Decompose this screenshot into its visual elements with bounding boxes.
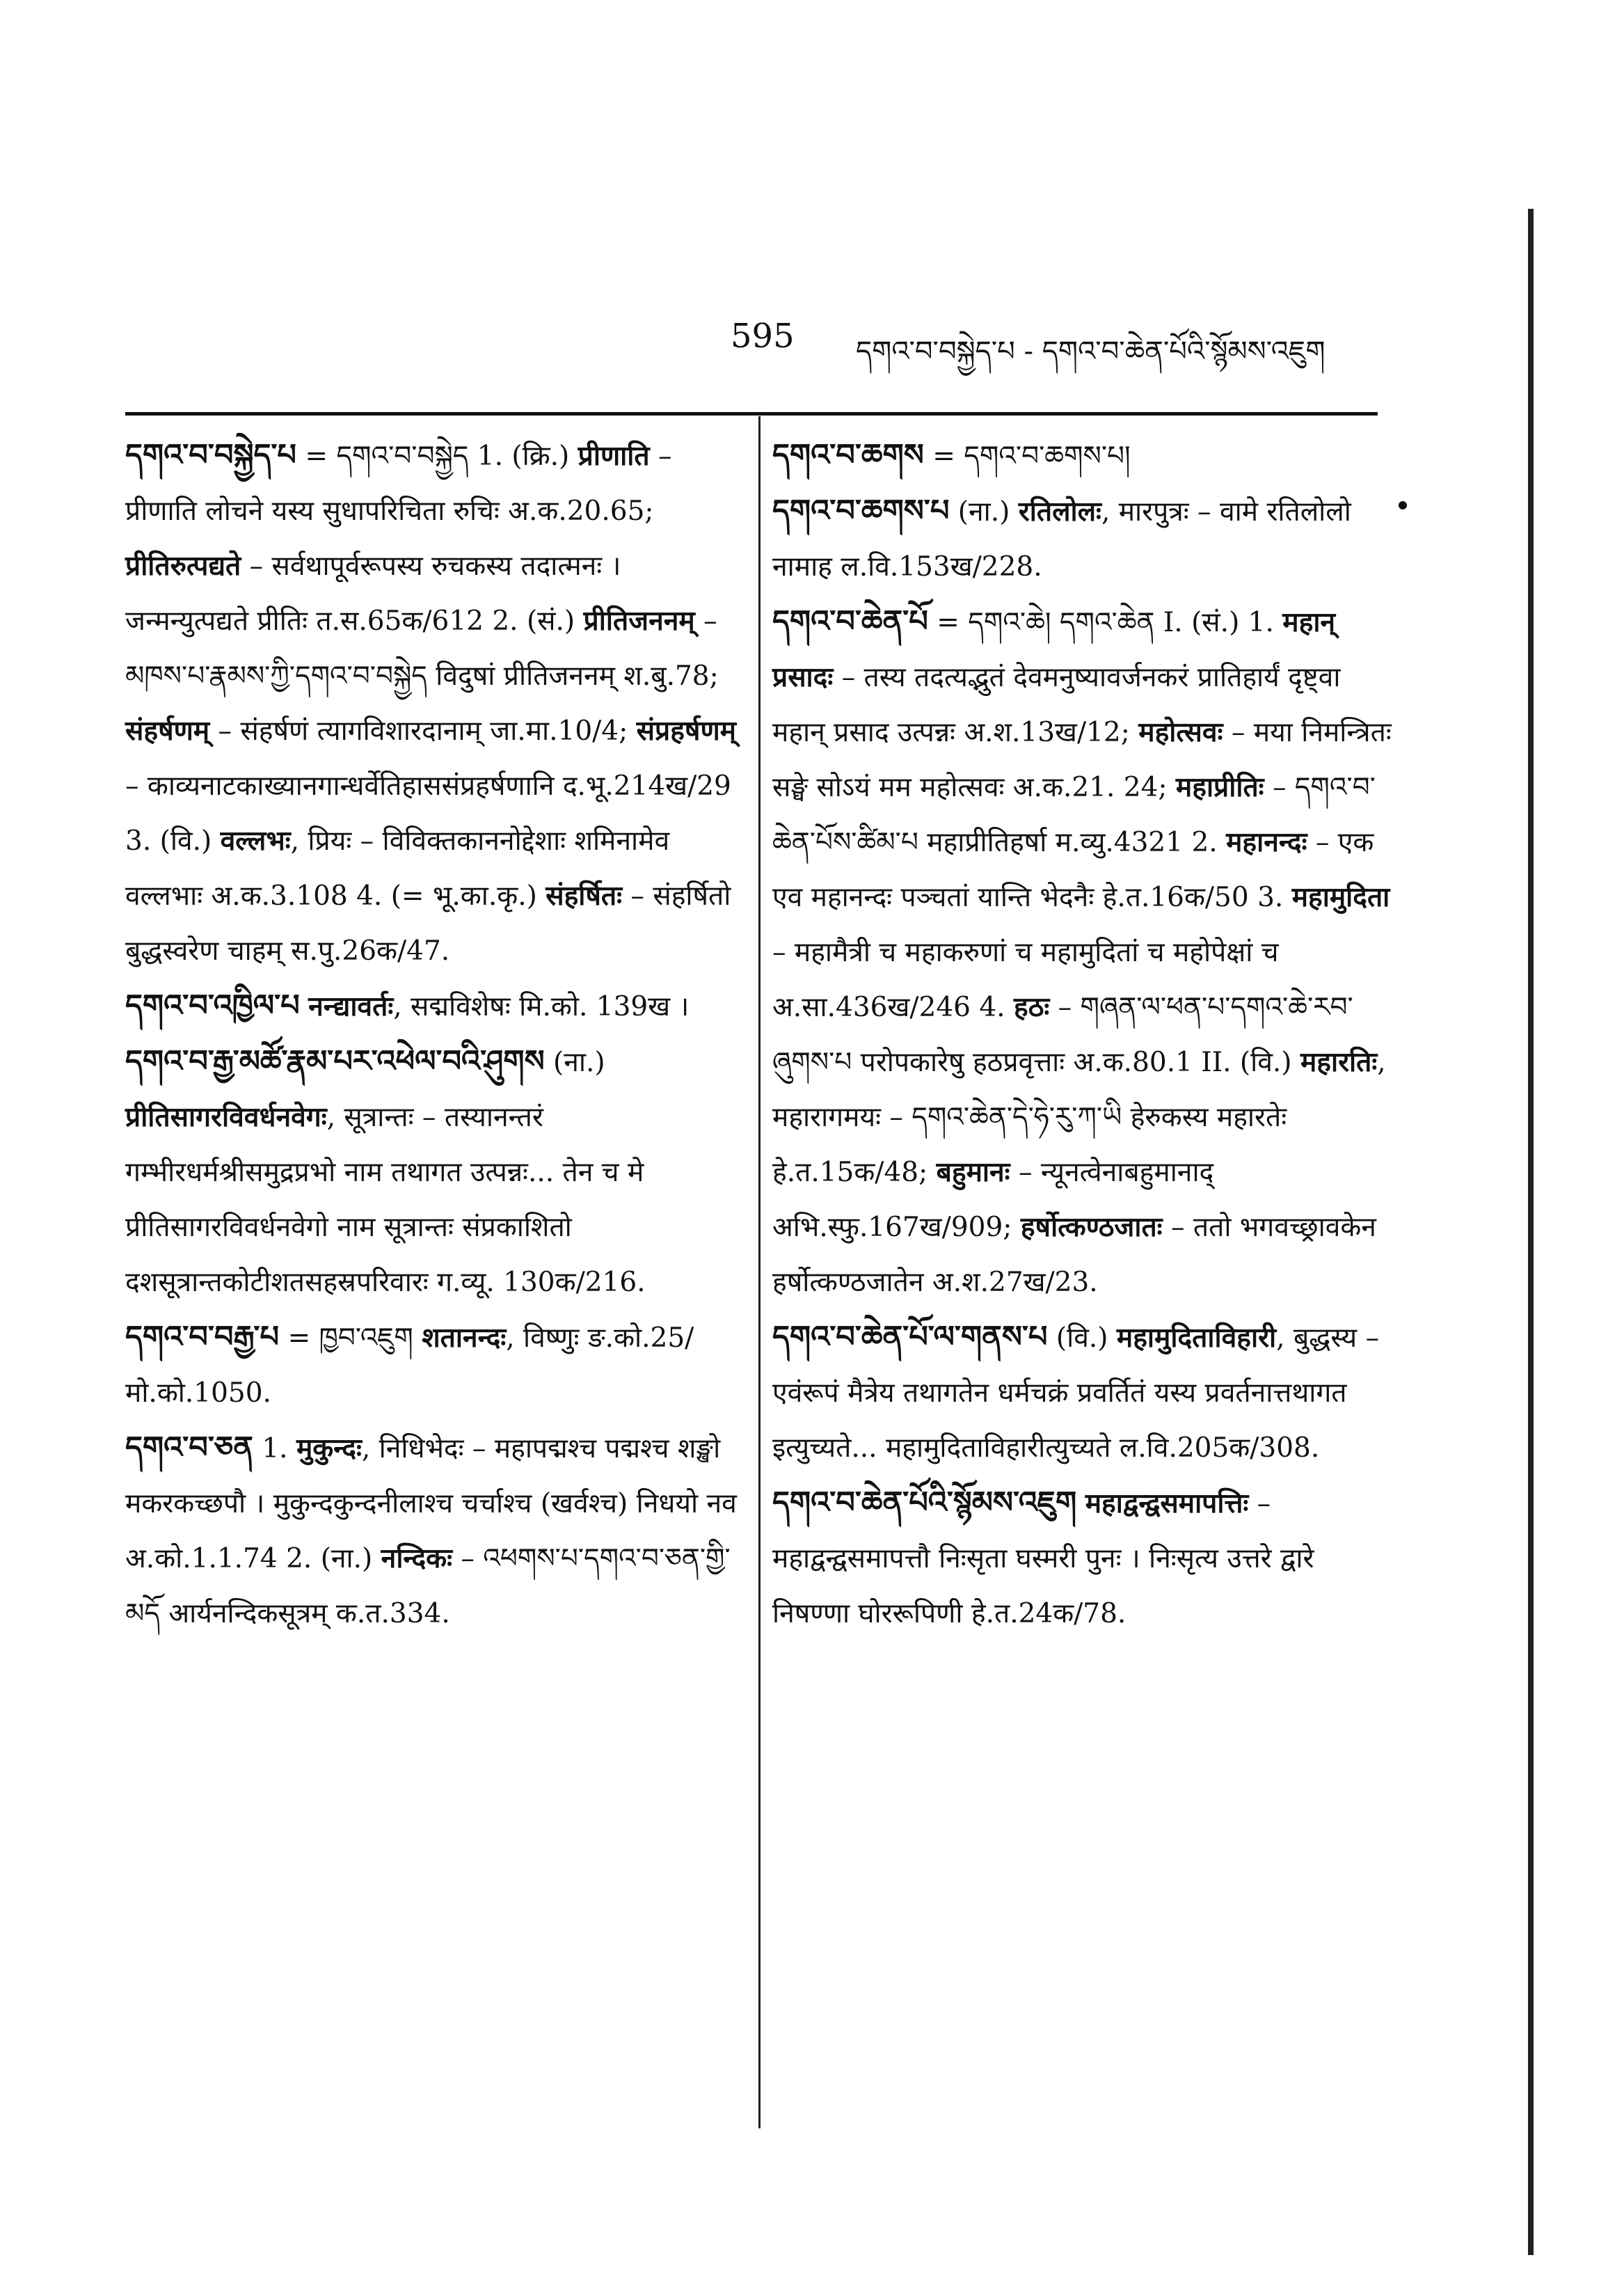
sanskrit-gloss: हर्षोत्कण्ठजातः bbox=[1020, 1211, 1163, 1243]
entry-text: , मारपुत्रः – वामे रतिलोलो नामाह ल.वि.153ख/228. bbox=[772, 496, 1351, 583]
page-number: 595 bbox=[731, 317, 795, 356]
entry-text: – सर्वथापूर्वरूपस्य रुचकस्य तदात्मनः । जन्मन्युत्पद्यते प्रीतिः त.स.65क/612 2. (सं.) bbox=[125, 551, 621, 637]
header-rule bbox=[125, 412, 1378, 416]
sanskrit-gloss: हठः bbox=[1013, 991, 1050, 1023]
sanskrit-gloss: शतानन्दः bbox=[422, 1322, 507, 1354]
sanskrit-gloss: प्रीतिसागरविवर्धनवेगः bbox=[125, 1101, 327, 1133]
entry-text: – महाद्वन्द्वसमापत्तौ निःसृता घस्मरी पुनः । निःसृत्य उत्तरे द्वारे निषण्णा घोररूपिणी हे.त.24क/78. bbox=[772, 1488, 1314, 1629]
entry-text: , विष्णुः ङ.को.25/मो.को.1050. bbox=[125, 1322, 694, 1409]
equals-sign: = bbox=[937, 607, 960, 638]
headword: དགའ་བ་ཆགས་པ bbox=[772, 493, 950, 528]
left-column bbox=[125, 428, 738, 1641]
column-divider bbox=[758, 416, 761, 2128]
sanskrit-gloss: बहुमानः bbox=[936, 1156, 1010, 1188]
dictionary-entry bbox=[772, 1310, 1392, 1476]
entry-text: , बुद्धस्य – एवंरूपं मैत्रेय तथागतेन धर्मचक्रं प्रवर्तितं यस्य प्रवर्तनात्तथागत इत्युच्यते... महामुदिताविहारीत्युच्यते ल.वि.205क/308. bbox=[772, 1322, 1380, 1464]
dictionary-entry bbox=[772, 428, 1392, 484]
entry-text: – महामैत्री च महाकरुणां च महामुदितां च महोपेक्षां च अ.सा.436ख/246 4. bbox=[772, 937, 1279, 1023]
cross-reference: ཁྱབ་འཇུག bbox=[319, 1322, 413, 1354]
entry-text: 1. (क्रि.) bbox=[477, 441, 578, 472]
dictionary-entry bbox=[125, 428, 738, 979]
headword: དགའ་བ་འཁྱིལ་པ bbox=[125, 988, 300, 1023]
entry-text: , सूत्रान्तः – तस्यानन्तरं गम्भीरधर्मश्रीसमुद्रप्रभो नाम तथागत उत्पन्नः... तेन च मे प्रीतिसागरविवर्धनवेगो नाम सूत्रान्तः संप्रकाशितो दशसूत्रान्तकोटीशतसहस्रपरिवारः ग.व्यू. 130क/216. bbox=[125, 1102, 646, 1298]
entry-text: (वि.) bbox=[1056, 1322, 1117, 1354]
headword: དགའ་བ་ཆེན་པོའི་སྙོམས་འཇུག bbox=[772, 1485, 1077, 1520]
sanskrit-gloss: प्रीणाति bbox=[578, 440, 650, 472]
sanskrit-gloss: महान् प्रसादः bbox=[772, 606, 1336, 693]
dictionary-entry bbox=[772, 484, 1392, 594]
headword: དགའ་བ་ཆེན་པོ bbox=[772, 604, 928, 639]
sanskrit-gloss: महोत्सवः bbox=[1138, 716, 1223, 748]
headword: དགའ་བ་ཆགས bbox=[772, 438, 924, 473]
sanskrit-gloss: महाप्रीतिः bbox=[1175, 771, 1264, 803]
entry-text: – དགའ་བ་ཆེན་པོས་ཚིམ་པ महाप्रीतिहर्षा म.व्यु.4321 2. bbox=[772, 772, 1376, 858]
dictionary-entry bbox=[772, 1476, 1392, 1641]
entry-text: (ना.) bbox=[957, 496, 1019, 528]
entry-text: , महारागमयः – དགའ་ཆེན་དེ་ཧེ་རུ་ཀ་ཡི हेरुकस्य महारतेः हे.त.15क/48; bbox=[772, 1047, 1386, 1188]
dictionary-entry bbox=[772, 594, 1392, 1310]
sanskrit-gloss: मुकुन्दः bbox=[296, 1432, 362, 1464]
entry-text: – प्रीणाति लोचने यस्य सुधापरिचिता रुचिः अ.क.20.65; bbox=[125, 441, 672, 527]
sanskrit-gloss: नन्द्यावर्तः bbox=[308, 990, 394, 1022]
entry-text: – एक एव महानन्दः पञ्चतां यान्ति भेदनैः हे.त.16क/50 3. bbox=[772, 827, 1374, 913]
headword: དགའ་བ་བསྐྱེད་པ bbox=[125, 438, 296, 473]
dictionary-entry bbox=[125, 1421, 738, 1641]
entry-text: , प्रियः – विविक्तकाननोद्देशाः शमिनामेव वल्लभाः अ.क.3.108 4. (= भू.का.कृ.) bbox=[125, 825, 670, 912]
entry-text: – न्यूनत्वेनाबहुमानाद् अभि.स्फु.167ख/909; bbox=[772, 1157, 1214, 1243]
sanskrit-gloss: वल्लभः bbox=[220, 825, 291, 857]
equals-sign: = bbox=[932, 441, 955, 472]
entry-text: – མཁས་པ་རྣམས་ཀྱི་དགའ་བ་བསྐྱེད विदुषां प्रीतिजननम् श.बु.78; bbox=[125, 606, 719, 692]
running-head: དགའ་བ་བསྐྱེད་པ - དགའ་བ་ཆེན་པོའི་སྙོམས་འཇུག bbox=[856, 335, 1326, 367]
ink-speck bbox=[1399, 501, 1407, 509]
sanskrit-gloss: प्रीतिजननम् bbox=[583, 605, 695, 637]
headword: དགའ་བ་ཅན bbox=[125, 1430, 253, 1465]
dictionary-entry bbox=[125, 1310, 738, 1421]
entry-text: 1. bbox=[262, 1433, 296, 1464]
sanskrit-gloss: नन्दिकः bbox=[381, 1542, 453, 1574]
sanskrit-gloss: संप्रहर्षणम् bbox=[636, 715, 736, 747]
entry-text: (ना.) bbox=[553, 1047, 605, 1078]
entry-text: – संहर्षणं त्यागविशारदानाम् जा.मा.10/4; bbox=[209, 715, 637, 747]
entry-text: – तस्य तदत्यद्भुतं देवमनुष्यावर्जनकरं प्रातिहार्यं दृष्ट्वा महान् प्रसाद उत्पन्नः अ.श.13ख/12; bbox=[772, 662, 1341, 748]
entry-text: – संहर्षितो बुद्धस्वरेण चाहम् स.पु.26क/47. bbox=[125, 880, 731, 967]
sanskrit-gloss: महारतिः bbox=[1300, 1046, 1378, 1078]
sanskrit-gloss: रतिलोलः bbox=[1018, 496, 1101, 528]
entry-text: , निधिभेदः – महापद्मश्च पद्मश्च शङ्खो मकरकच्छपौ । मुकुन्दकुन्दनीलाश्च चर्चाश्च (खर्वश्च) निधयो नव अ.को.1.1.74 2. (ना.) bbox=[125, 1433, 737, 1574]
sanskrit-gloss: महामुदिताविहारी bbox=[1116, 1322, 1277, 1354]
page-edge-line bbox=[1528, 209, 1534, 2255]
sanskrit-gloss: प्रीतिरुत्पद्यते bbox=[125, 550, 241, 582]
entry-text: – གཞན་ལ་ཕན་པ་དགའ་ཆེ་རབ་ཞུགས་པ परोपकारेषु हठप्रवृत्ताः अ.क.80.1 II. (वि.) bbox=[772, 992, 1353, 1078]
entry-text: – འཕགས་པ་དགའ་བ་ཅན་གྱི་མདོ आर्यनन्दिकसूत्रम् क.त.334. bbox=[125, 1543, 731, 1629]
cross-reference: དགའ་ཆེ། དགའ་ཆེན bbox=[968, 607, 1155, 638]
dictionary-entry bbox=[125, 1034, 738, 1310]
entry-text: , सद्मविशेषः मि.को. 139ख । bbox=[393, 991, 690, 1022]
headword: དགའ་བ་ཆེན་པོ་ལ་གནས་པ bbox=[772, 1320, 1048, 1354]
cross-reference: དགའ་བ་བསྐྱེད bbox=[336, 441, 469, 472]
right-column bbox=[772, 428, 1392, 1641]
entry-text: – ततो भगवच्छ्रावकेन हर्षोत्कण्ठजातेन अ.श.27ख/23. bbox=[772, 1212, 1376, 1298]
dictionary-entry bbox=[125, 979, 738, 1034]
entry-text: – मया निमन्त्रितः सङ्घे सोऽयं मम महोत्सवः अ.क.21. 24; bbox=[772, 717, 1392, 803]
sanskrit-gloss: महानन्दः bbox=[1226, 826, 1307, 858]
page-header bbox=[731, 317, 1586, 365]
sanskrit-gloss: महामुदिता bbox=[1291, 881, 1390, 913]
equals-sign: = bbox=[305, 441, 328, 472]
entry-text: I. (सं.) 1. bbox=[1163, 607, 1283, 638]
entry-text: – काव्यनाटकाख्यानगान्धर्वेतिहाससंप्रहर्षणानि द.भू.214ख/29 3. (वि.) bbox=[125, 770, 731, 857]
equals-sign: = bbox=[287, 1322, 311, 1354]
sanskrit-gloss: संहर्षणम् bbox=[125, 715, 210, 747]
sanskrit-gloss: संहर्षितः bbox=[546, 880, 623, 912]
sanskrit-gloss: महाद्वन्द्वसमापत्तिः bbox=[1085, 1487, 1249, 1519]
cross-reference: དགའ་བ་ཆགས་པ། bbox=[964, 441, 1131, 472]
headword: དགའ་བ་རྒྱ་མཚོ་རྣམ་པར་འཕེལ་བའི་ཤུགས bbox=[125, 1044, 545, 1079]
headword: དགའ་བ་བརྒྱ་པ bbox=[125, 1320, 280, 1354]
